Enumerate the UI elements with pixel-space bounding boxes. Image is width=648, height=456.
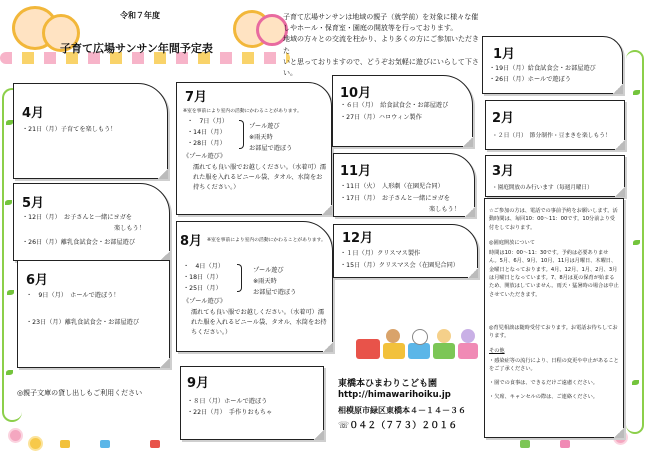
other-note: ・感染症等の流行により、日程の変更や中止があることをご了承ください。 (489, 358, 619, 373)
month-card-september (180, 366, 324, 440)
event-date: ・25日（月） (183, 285, 222, 292)
event-name: プール遊び (253, 267, 284, 274)
leaf-icon (5, 200, 12, 205)
month-card-december (333, 224, 478, 278)
month-card-october (332, 75, 473, 147)
train-car-icon (458, 343, 478, 359)
event-item: 楽しもう！ (114, 225, 145, 232)
event-item: 楽しもう！ (429, 206, 460, 213)
intro-line: しやホール・保育室・園庭の開放等を行っております。 (283, 24, 458, 33)
month-title: 9月 (187, 376, 210, 391)
consult-note: ◎育児相談は随時受付ております。お電話お待ちしております。 (489, 325, 618, 340)
month-card-january (482, 36, 623, 94)
pool-heading: 《プール遊び》 (183, 153, 227, 160)
month-card-june (17, 260, 170, 368)
month-title: 8月 (180, 234, 203, 249)
intro-line: 子育て広場サンサンは地域の親子（就学前）を対象に様々な催 (283, 13, 479, 21)
leaf-icon (632, 380, 639, 385)
toy-decoration (520, 440, 530, 448)
leaf-icon (633, 240, 640, 245)
event-item: ・17日（月） お子さんと一緒にヨガを (340, 195, 450, 202)
leaf-icon (6, 370, 13, 375)
intro-line: い。 (283, 68, 297, 77)
leaf-icon (7, 290, 14, 295)
fiscal-year: 令和７年度 (120, 11, 160, 20)
month-title: 2月 (492, 111, 515, 126)
animal-icon (412, 329, 428, 345)
animal-icon (386, 329, 400, 343)
address: 相模原市緑区東橋本４－１４－３６ (338, 406, 466, 415)
event-item: ・８日（月）ホールで遊ぼう (187, 398, 268, 405)
bracket (237, 264, 242, 292)
pool-heading: 《プール遊び》 (183, 298, 227, 305)
event-date: ・14日（月） (187, 129, 226, 136)
train-car-icon (433, 343, 455, 359)
reservation-note: ☆ご参加の方は、電話での事前予約をお願いします。活動時間は、毎回10：00〜11：00です。10分前より受付をしております。 (489, 208, 618, 231)
weather-note: ※室を事前により室内の活動にかわることがあります。 (183, 109, 302, 114)
information-notes (484, 198, 624, 438)
leaf-icon (633, 90, 640, 95)
month-card-february (485, 100, 625, 150)
event-item: ・15日（月）クリスマス会（在園児合同） (340, 262, 459, 269)
pool-instructions: 濡れても良い服でお越しください。（水着可）濡れた服を入れるビニール袋、タオル、水筒をお持ちください。） (191, 309, 327, 336)
event-item: ・11日（火） 人形劇（在園児合同） (340, 183, 444, 190)
train-illustration (356, 325, 478, 365)
event-item: ・26日（月）離乳食試食会・お部屋遊び (22, 239, 136, 246)
pool-instructions: 濡れても良い服でお越しください。（水着可）濡れた服を入れるビニール袋、タオル、水筒をお持ちください。） (193, 164, 327, 191)
event-date: ・28日（月） (187, 140, 226, 147)
month-title: 4月 (22, 106, 45, 121)
toy-decoration (560, 440, 570, 448)
month-card-may (13, 183, 170, 261)
train-car-icon (408, 343, 430, 359)
weather-note: ※室を事前により室内の活動にかわることがあります。 (207, 238, 326, 243)
website-link[interactable]: http://himawarihoiku.jp (338, 390, 451, 400)
event-name: ※雨天時 (249, 134, 273, 141)
month-title: 6月 (26, 273, 49, 288)
flower-icon (10, 430, 21, 441)
page-title: 子育て広場サンサン年間予定表 (60, 42, 213, 55)
month-card-november (333, 153, 475, 217)
month-title: 5月 (22, 196, 45, 211)
flower-icon (30, 438, 41, 449)
event-date: ・18日（月） (183, 274, 222, 281)
toy-decoration (60, 440, 70, 448)
month-title: 10月 (340, 86, 372, 101)
bracket (239, 120, 244, 149)
month-title: 12月 (342, 231, 374, 246)
month-title: 1月 (493, 47, 516, 62)
event-date: ・ 4日（月） (183, 263, 225, 270)
event-name: お部屋で遊ぼう (249, 145, 293, 152)
engine-icon (356, 339, 380, 359)
leaf-icon (6, 120, 13, 125)
event-item: ・12日（月） お子さんと一緒にヨガを (22, 214, 132, 221)
toy-decoration (100, 440, 110, 448)
event-item: ・園庭開放のみ行います（毎週月曜日） (492, 185, 593, 191)
month-title: 3月 (492, 164, 515, 179)
month-card-march (485, 155, 625, 197)
month-title: 11月 (340, 164, 372, 179)
train-car-icon (383, 343, 405, 359)
other-heading: その他 (489, 348, 505, 354)
event-date: ・ 7日（月） (187, 118, 229, 125)
event-name: お部屋で遊ぼう (253, 289, 297, 296)
event-item: ・23日（月）離乳食試食会・お部屋遊び (26, 319, 140, 326)
other-note: ・欠席、キャンセルの際は、ご連絡ください。 (489, 394, 598, 400)
school-name: 東橋本ひまわりこども園 (338, 379, 438, 389)
event-item: ・２日（月） 節分制作・豆まきを楽しもう！ (492, 133, 611, 139)
garden-heading: ◎園庭開放について (489, 240, 535, 246)
other-note: ・園での食事は、できるだけご遠慮ください。 (489, 380, 598, 386)
event-name: ※雨天時 (253, 278, 277, 285)
intro-text (283, 12, 479, 79)
garden-note: 時間は10：00〜11：30です。予約は必要ありません。5月、6月、9月、10月、11月は月曜日、木曜日、金曜日となっております。4月、12月、1月、2月、3月は月曜日となっています。7、8月は夏の保育が始まるため、開放はしていません。雨天・猛暑時の場合は中止させていただきます。 (489, 250, 619, 298)
animal-icon (437, 329, 451, 343)
month-card-july (176, 82, 332, 215)
phone-number: ☏０４２（７７３）２０１６ (338, 421, 458, 431)
event-item: ・19日（月）給食試食会・お部屋遊び (489, 65, 596, 72)
event-item: ・26日（月）ホールで遊ぼう (489, 76, 571, 83)
event-item: ・27日（月）ハロウィン製作 (340, 114, 422, 121)
toy-decoration (150, 440, 160, 448)
month-title: 7月 (185, 90, 208, 105)
library-note: ◎親子文庫の貸し出しもご利用ください (17, 389, 143, 397)
event-item: ・21日（月）子育てを楽しもう！ (22, 126, 117, 133)
event-item: ・ 9日（月） ホールで遊ぼう！ (26, 292, 120, 299)
intro-line: 地域の方々との交流を柱かり、より多くの方にご参加いただきた (283, 35, 479, 55)
intro-line: いと思っておりますので、どうぞお気軽に遊びにいらして下さ (283, 57, 479, 66)
event-item: ・６日（月） 給食試食会・お部屋遊び (340, 102, 449, 109)
month-card-august (176, 221, 333, 352)
month-card-april (13, 83, 168, 179)
event-item: ・22日（月） 手作りおもちゃ (187, 409, 273, 416)
event-name: プール遊び (249, 123, 280, 130)
event-item: ・１日（月）クリスマス製作 (340, 250, 421, 257)
animal-icon (461, 329, 475, 343)
